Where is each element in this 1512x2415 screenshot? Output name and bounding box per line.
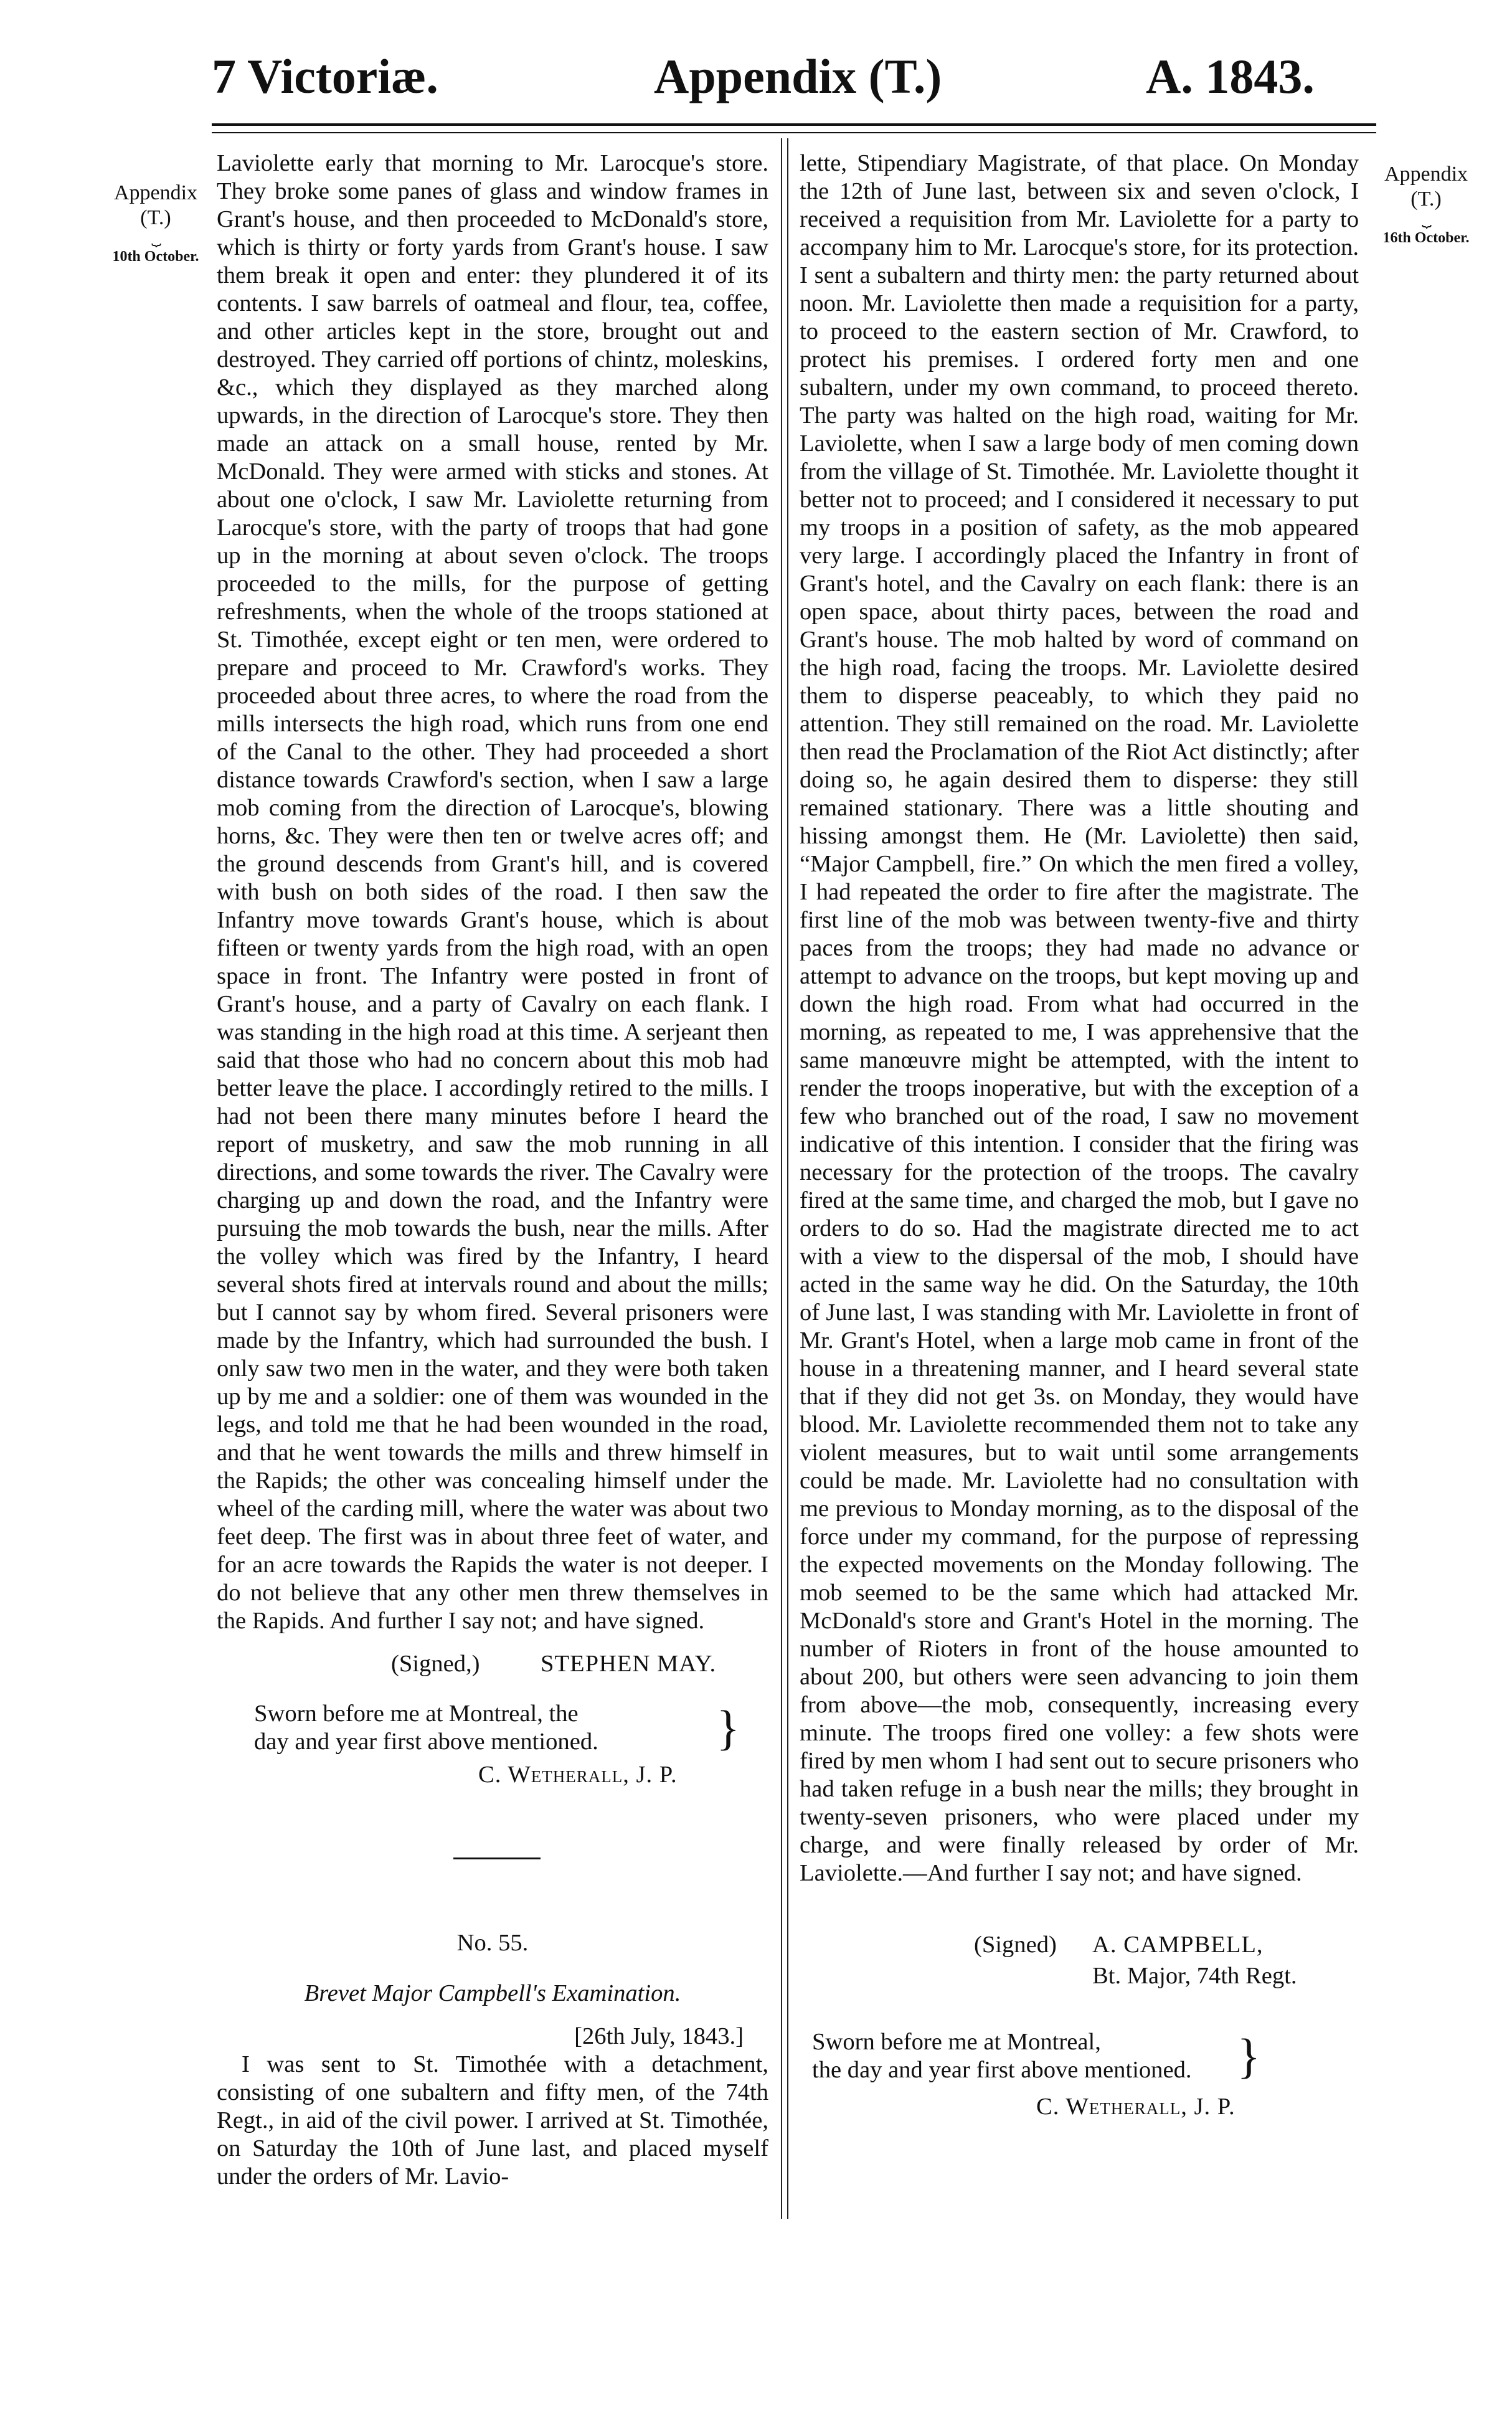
signature-block xyxy=(217,1650,768,1681)
justice-of-peace: C. Wetherall, J. P. xyxy=(1036,2094,1236,2120)
margin-note-label: Appendix xyxy=(113,181,198,204)
examination-date: [26th July, 1843.] xyxy=(574,2023,744,2049)
header-rule-thin xyxy=(212,132,1376,133)
sworn-line: day and year first above mentioned. xyxy=(254,1729,598,1755)
header-rule xyxy=(212,123,1376,126)
margin-note-sub: (T.) xyxy=(1410,187,1442,211)
margin-note-label: Appendix xyxy=(1384,163,1468,186)
column-divider-second xyxy=(787,138,788,2219)
header-document-number: A. 1843. xyxy=(1146,49,1315,103)
signed-label: (Signed,) xyxy=(391,1651,480,1677)
justice-of-peace: C. Wetherall, J. P. xyxy=(478,1762,678,1788)
margin-note-sub: (T.) xyxy=(140,206,171,229)
testimony-text: Laviolette early that morning to Mr. Larocque's store. They broke some panes of glass and window frames in Grant's house, and then proceeded to McDonald's store, which is thirty or forty yards from Grant's house. I saw them break it open and enter: they plundered it of its contents. I saw barrels of oatmeal and flour, tea, coffee, and other articles kept in the store, brought out and destroyed. They carried off portions of chintz, moleskins, &c., which they displayed as they marched along upwards, in the direction of Larocque's store. They then made an attack on a small house, rented by Mr. McDonald. They were armed with sticks and stones. At about one o'clock, I saw Mr. Laviolette returning from Larocque's store, with the party of troops that had gone up in the morning at about seven o'clock. The troops proceeded to the mills, for the purpose of getting refreshments, when the whole of the troops stationed at St. Timothée, except eight or ten men, were ordered to prepare and proceed to Mr. Crawford's works. They proceeded about three acres, to where the road from the mills intersects the high road, which runs from one end of the Canal to the other. They had proceeded a short distance towards Crawford's section, when I saw a large mob coming from the direction of Larocque's, blowing horns, &c. They were then ten or twelve acres off; and the ground descends from Grant's hill, and is covered with bush on both sides of the road. I then saw the Infantry move towards Grant's house, which is about fifteen or twenty yards from the high road, with an open space in front. The Infantry were posted in front of Grant's house, and a party of Cavalry on each flank. I was standing in the high road at this time. A serjeant then said that those who had no concern about this mob had better leave the place. I accordingly retired to the mills. I had not been there many minutes before I heard the report of musketry, and saw the mob running in all directions, and some towards the river. The Cavalry were charging up and down the road, and the Infantry were pursuing the mob towards the bush, near the mills. After the volley which was fired by the Infantry, I heard several shots fired at intervals round and about the mills; but I cannot say by whom fired. Several prisoners were made by the Infantry, which had surrounded the bush. I only saw two men in the water, and they were both taken up by me and a soldier: one of them was wounded in the legs, and told me that he had been wounded in the road, and that he went towards the mills and threw himself in the Rapids; the other was concealing himself under the wheel of the carding mill, where the water was about two feet deep. The first was in about three feet of water, and for an acre towards the Rapids the water is not deeper. I do not believe that any other men threw themselves in the Rapids. And further I say not; and have signed. xyxy=(217,150,768,1634)
signatory-rank: Bt. Major, 74th Regt. xyxy=(1092,1963,1297,1989)
right-margin-note xyxy=(1364,162,1488,250)
page-header xyxy=(212,49,1370,117)
signatory-name: STEPHEN MAY. xyxy=(541,1651,717,1677)
signatory-name: A. CAMPBELL, xyxy=(1092,1932,1264,1958)
left-column xyxy=(217,149,768,2191)
document-number: No. 55. xyxy=(456,1930,529,1956)
signed-label: (Signed) xyxy=(974,1932,1057,1958)
signature-block xyxy=(800,1931,1359,1993)
sworn-line: the day and year first above mentioned. xyxy=(812,2057,1192,2083)
right-brace-icon: } xyxy=(1237,2029,1260,2083)
left-margin-note xyxy=(93,181,218,269)
header-appendix: Appendix (T.) xyxy=(654,49,942,103)
margin-note-date: 16th October. xyxy=(1382,230,1470,246)
section-separator xyxy=(453,1858,541,1859)
header-regnal-year: 7 Victoriæ. xyxy=(212,49,438,103)
examination-title: Brevet Major Campbell's Examination. xyxy=(304,1980,681,2006)
margin-brace-icon: ⏟ xyxy=(151,228,160,246)
sworn-statement xyxy=(800,2028,1260,2084)
right-column xyxy=(800,149,1359,2121)
sworn-line: Sworn before me at Montreal, the xyxy=(254,1701,579,1727)
right-brace-icon: } xyxy=(716,1701,740,1755)
margin-brace-icon: ⏟ xyxy=(1422,209,1430,227)
sworn-line: Sworn before me at Montreal, xyxy=(812,2029,1101,2055)
examination-text: I was sent to St. Timothée with a detachment, consisting of one subaltern and fifty men, of the 74th Regt., in aid of the civil power. I arrived at St. Timothée, on Saturday the 10th of June last, and placed myself under the orders of Mr. Lavio- xyxy=(217,2051,768,2190)
column-divider xyxy=(781,138,782,2219)
examination-text-continued: lette, Stipendiary Magistrate, of that place. On Monday the 12th of June last, between six and seven o'clock, I received a requisition from Mr. Laviolette for a party to accompany him to Mr. Larocque's store, for its protection. I sent a subaltern and thirty men: the party returned about noon. Mr. Laviolette then made a requisition for a party, to proceed to the eastern section of Mr. Crawford, to protect his premises. I ordered forty men and one subaltern, under my own command, to proceed thereto. The party was halted on the high road, waiting for Mr. Laviolette, when I saw a large body of men coming down from the village of St. Timothée. Mr. Laviolette thought it better not to proceed; and I considered it necessary to put my troops in a position of safety, as the mob appeared very large. I accordingly placed the Infantry in front of Grant's hotel, and the Cavalry on each flank: there is an open space, about thirty paces, between the road and Grant's house. The mob halted by word of command on the high road, facing the troops. Mr. Laviolette desired them to disperse peaceably, to which they paid no attention. They still remained on the road. Mr. Laviolette then read the Proclamation of the Riot Act distinctly; after doing so, he again desired them to disperse: they still remained stationary. There was a little shouting and hissing amongst them. He (Mr. Laviolette) then said, “Major Campbell, fire.” On which the men fired a volley, I had repeated the order to fire after the magistrate. The first line of the mob was between twenty-five and thirty paces from the troops; they had made no advance or attempt to advance on the troops, but kept moving up and down the high road. From what had occurred in the morning, as repeated to me, I was apprehensive that the same manœuvre might be attempted, with the intent to render the troops inoperative, but with the exception of a few who branched out of the road, I saw no movement indicative of this intention. I consider that the firing was necessary for the protection of the troops. The cavalry fired at the same time, and charged the mob, but I gave no orders to do so. Had the magistrate directed me to act with a view to the dispersal of the mob, I should have acted in the same way he did. On the Saturday, the 10th of June last, I was standing with Mr. Laviolette in front of Mr. Grant's Hotel, when a large mob came in front of the house in a threatening manner, and I heard several state that if they did not get 3s. on Monday, they would have blood. Mr. Laviolette recommended them not to take any violent measures, but to wait until some arrangements could be made. Mr. Laviolette had no consultation with me previous to Monday morning, as to the disposal of the force under my command, for the purpose of repressing the expected movements on the Monday following. The mob seemed to be the same which had attacked Mr. McDonald's store and Grant's Hotel in the morning. The number of Rioters in front of the house amounted to about 200, but others were seen advancing to join them from above—the mob, consequently, increasing every minute. The troops fired one volley: a few shots were fired by men whom I had sent out to secure prisoners who had taken refuge in a bush near the mills; they brought in twenty-seven prisoners, who were placed under my charge, and were finally released by order of Mr. Laviolette.—And further I say not; and have signed. xyxy=(800,150,1359,1886)
margin-note-date: 10th October. xyxy=(112,249,199,265)
sworn-statement xyxy=(217,1700,752,1756)
